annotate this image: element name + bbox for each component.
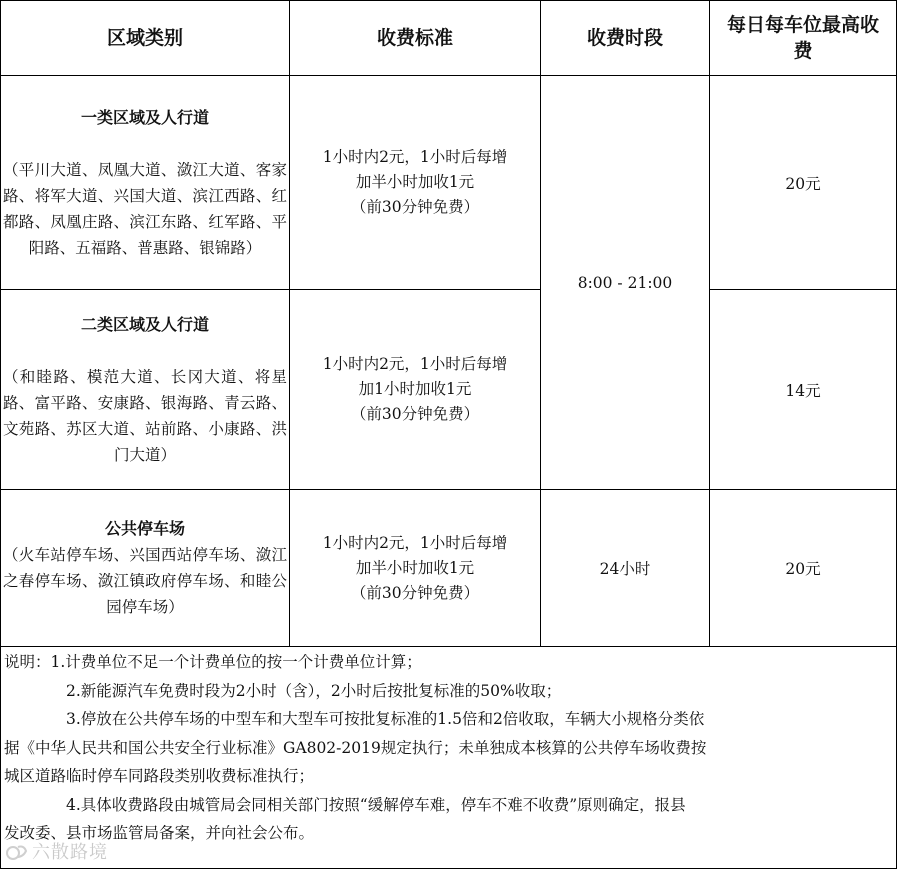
standard-line: （前30分钟免费） xyxy=(350,198,480,216)
shared-time-cell: 8:00 - 21:00 xyxy=(541,76,710,490)
area-road-list: （火车站停车场、兴国西站停车场、潋江之春停车场、潋江镇政府停车场、和睦公园停车场） xyxy=(3,546,287,616)
notes-section xyxy=(4,648,892,848)
time-cell: 24小时 xyxy=(541,490,710,647)
header-max: 每日每车位最高收费 xyxy=(710,1,897,76)
area-title: 一类区域及人行道 xyxy=(80,107,209,127)
area-road-list: （和睦路、模范大道、长冈大道、将星路、富平路、安康路、银海路、青云路、文苑路、苏区大道、站前路、小康路、洪门大道） xyxy=(3,367,287,464)
max-fee-cell: 14元 xyxy=(710,290,897,490)
header-standard: 收费标准 xyxy=(290,1,541,76)
watermark xyxy=(6,838,108,864)
table-row xyxy=(1,490,897,647)
standard-line: 加半小时加收1元 xyxy=(355,173,475,191)
note-line: 4.具体收费路段由城管局会同相关部门按照“缓解停车难，停车不难不收费”原则确定，报县 xyxy=(66,795,686,814)
area-cell xyxy=(1,490,290,647)
note-line: 3.停放在公共停车场的中型车和大型车可按批复标准的1.5倍和2倍收取，车辆大小规格分类依 xyxy=(66,710,705,728)
area-cell xyxy=(1,76,290,290)
standard-line: 加1小时加收1元 xyxy=(358,380,472,398)
area-title: 二类区域及人行道 xyxy=(80,314,209,334)
header-area: 区域类别 xyxy=(1,1,290,76)
standard-cell xyxy=(290,490,541,647)
area-cell xyxy=(1,290,290,490)
area-title: 公共停车场 xyxy=(104,519,185,538)
table-row xyxy=(1,290,897,490)
note-line: 据《中华人民共和国公共安全行业标准》GA802-2019规定执行；未单独成本核算的公共停车场收费按 xyxy=(4,738,707,757)
max-fee-cell: 20元 xyxy=(710,490,897,647)
standard-cell xyxy=(290,76,541,290)
standard-line: （前30分钟免费） xyxy=(350,583,480,602)
area-road-list: （平川大道、凤凰大道、潋江大道、客家路、将军大道、兴国大道、滨江西路、红都路、凤凰庄路、滨江东路、红军路、平阳路、五福路、普惠路、银锦路） xyxy=(3,160,287,257)
standard-cell xyxy=(290,290,541,490)
table-row xyxy=(1,76,897,290)
standard-line: （前30分钟免费） xyxy=(350,405,480,423)
standard-line: 1小时内2元，1小时后每增 xyxy=(322,148,508,166)
standard-line: 加半小时加收1元 xyxy=(355,558,475,577)
table-header-row xyxy=(1,1,897,76)
note-line: 2.新能源汽车免费时段为2小时（含），2小时后按批复标准的50%收取； xyxy=(66,681,562,700)
standard-line: 1小时内2元，1小时后每增 xyxy=(322,355,508,373)
note-line: 发改委、县市场监管局备案，并向社会公布。 xyxy=(4,824,315,842)
note-line: 城区道路临时停车同路段类别收费标准执行； xyxy=(4,767,315,785)
note-line: 说明：1.计费单位不足一个计费单位的按一个计费单位计算； xyxy=(4,653,422,671)
header-time: 收费时段 xyxy=(541,1,710,76)
watermark-logo-icon xyxy=(6,843,28,861)
max-fee-cell: 20元 xyxy=(710,76,897,290)
standard-line: 1小时内2元，1小时后每增 xyxy=(322,533,508,552)
watermark-text: 六散路境 xyxy=(32,842,108,863)
